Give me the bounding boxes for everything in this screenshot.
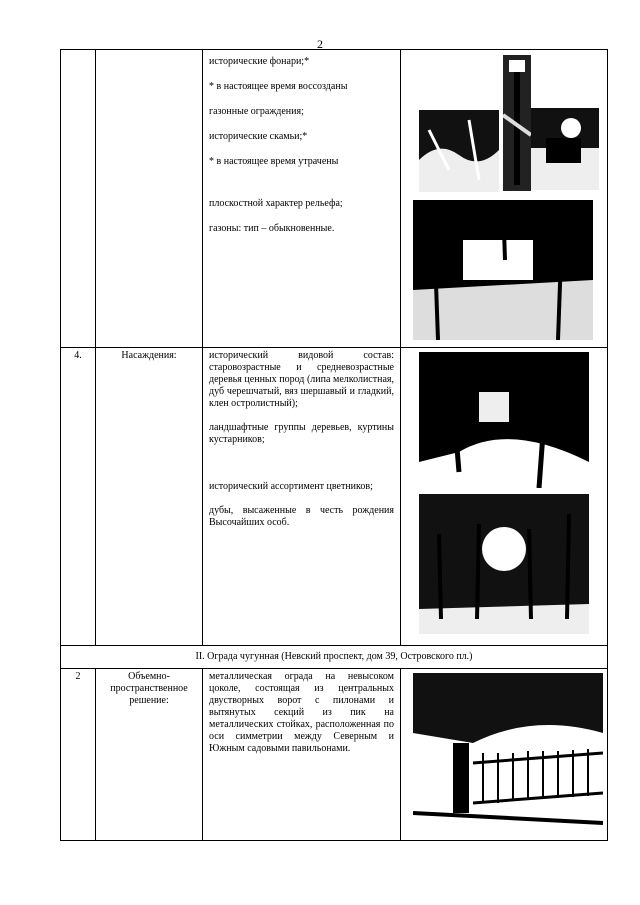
row-description <box>203 50 401 348</box>
desc-item: исторический видовой состав: старовозрастные и средневозрастные деревья ценных пород (липа мелколистная, дуб черешчатый, вяз шершавый и гладкий, клен остролистный); <box>209 350 394 409</box>
desc-item: ландшафтные группы деревьев, куртины кустарников; <box>209 422 394 445</box>
row-number: 4. <box>61 348 96 646</box>
alley-photo <box>419 494 589 634</box>
table-row <box>61 348 608 646</box>
row-number <box>61 50 96 348</box>
desc-item: металлическая ограда на невысоком цоколе, состоящая из центральных двустворных ворот с пилонами и вытянутых секций из пик на металлических стойках, расположенная по оси симметрии между Северным и Южным садовыми павильонами. <box>209 671 394 754</box>
park-view-photo <box>413 200 593 340</box>
trees-photo <box>419 352 589 488</box>
desc-item: исторический ассортимент цветников; <box>209 481 373 492</box>
desc-item: исторические фонари;* <box>209 56 310 67</box>
row-number: 2 <box>61 669 96 841</box>
desc-item: * в настоящее время утрачены <box>209 156 339 167</box>
desc-item: газоны: тип – обыкновенные. <box>209 223 335 234</box>
photo-cell <box>401 50 608 348</box>
lantern-photo <box>419 110 499 192</box>
fence-photo <box>413 673 603 833</box>
desc-item: исторические скамьи;* <box>209 131 308 142</box>
section-title: II. Ограда чугунная (Невский проспект, дом 39, Островского пл.) <box>61 646 608 669</box>
desc-item: газонные ограждения; <box>209 106 304 117</box>
row-label <box>96 50 203 348</box>
desc-item: дубы, высаженные в честь рождения Высочайших особ. <box>209 505 394 528</box>
section-header-row <box>61 646 608 669</box>
desc-item: * в настоящее время воссозданы <box>209 81 348 92</box>
lantern-pole-photo <box>503 55 531 191</box>
row-description <box>203 348 401 646</box>
table-row <box>61 669 608 841</box>
page-number: 2 <box>317 37 323 51</box>
row-label: Насаждения: <box>96 348 203 646</box>
table-row <box>61 50 608 348</box>
row-description <box>203 669 401 841</box>
row-label: Объемно-пространственное решение: <box>96 669 203 841</box>
desc-item: плоскостной характер рельефа; <box>209 198 343 209</box>
protection-table <box>60 49 608 841</box>
bench-photo <box>531 108 599 190</box>
photo-cell <box>401 669 608 841</box>
photo-cell <box>401 348 608 646</box>
